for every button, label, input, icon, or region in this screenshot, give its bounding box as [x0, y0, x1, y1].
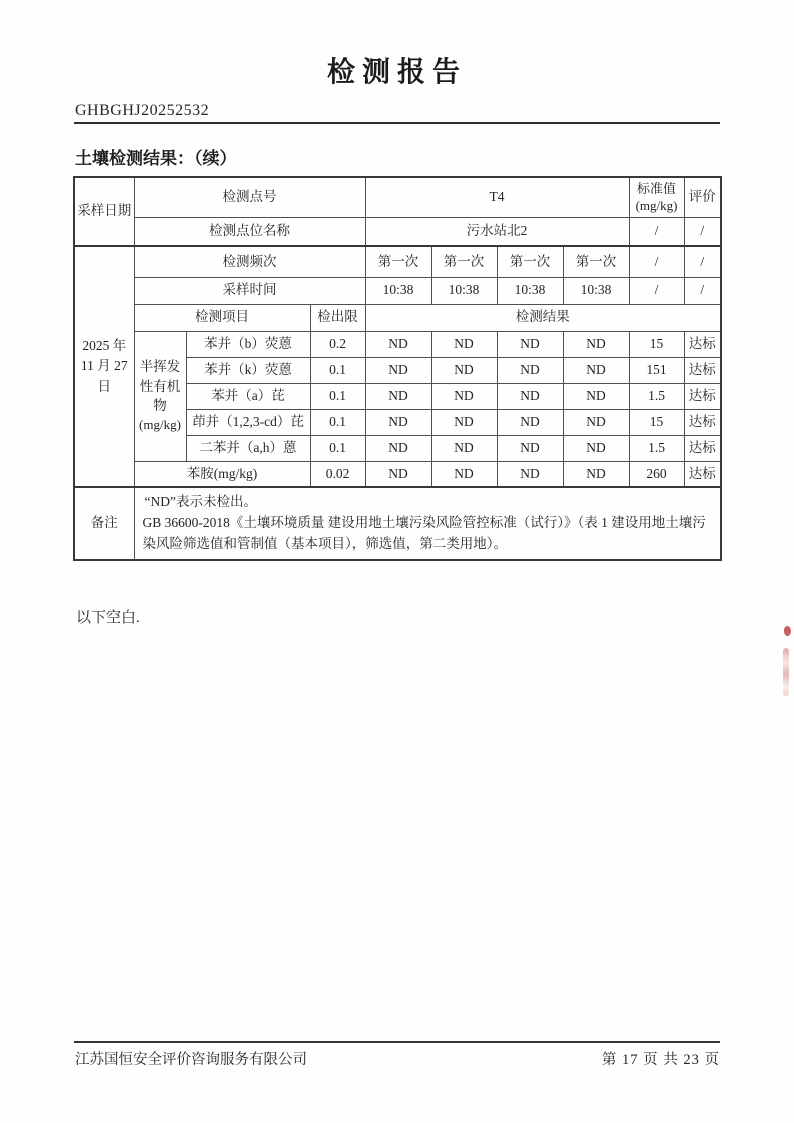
result-cell: ND — [563, 435, 629, 461]
detection-limit: 0.1 — [310, 435, 365, 461]
sample-date-line1: 2025 年 — [82, 338, 127, 354]
point-no-value: T4 — [365, 177, 629, 217]
evaluation-value: 达标 — [684, 331, 721, 357]
evaluation-value: 达标 — [684, 409, 721, 435]
evaluation-slash: / — [684, 217, 721, 246]
footer-divider — [74, 1041, 720, 1043]
result-cell: ND — [365, 357, 431, 383]
standard-slash: / — [629, 277, 684, 304]
result-cell: ND — [365, 383, 431, 409]
sample-date-line2: 11 月 27 日 — [80, 358, 128, 394]
sample-date-label: 采样日期 — [74, 177, 134, 246]
header-divider — [74, 122, 720, 124]
item-name: 苯并（k）荧蒽 — [186, 357, 310, 383]
red-stamp-artifact — [784, 626, 791, 636]
group-name: 半挥发性有机物 — [139, 359, 181, 414]
result-cell: ND — [365, 409, 431, 435]
detection-limit: 0.02 — [310, 461, 365, 487]
result-cell: ND — [497, 435, 563, 461]
sample-time-value: 10:38 — [431, 277, 497, 304]
frequency-label: 检测频次 — [134, 246, 365, 277]
section-title: 土壤检测结果：（续） — [75, 149, 237, 168]
detection-limit: 0.2 — [310, 331, 365, 357]
item-name: 苯并（a）芘 — [186, 383, 310, 409]
standard-value: 1.5 — [629, 383, 684, 409]
evaluation-slash: / — [684, 277, 721, 304]
result-cell: ND — [497, 383, 563, 409]
soil-results-table — [73, 176, 722, 561]
result-cell: ND — [563, 383, 629, 409]
evaluation-header: 评价 — [684, 177, 721, 217]
footer-company: 江苏国恒安全评价咨询服务有限公司 — [75, 1052, 307, 1068]
result-cell: ND — [563, 409, 629, 435]
result-cell: ND — [431, 331, 497, 357]
detection-limit: 0.1 — [310, 409, 365, 435]
group-label — [134, 331, 186, 461]
frequency-value: 第一次 — [497, 246, 563, 277]
standard-value: 15 — [629, 409, 684, 435]
page-title: 检测报告 — [326, 57, 467, 88]
sample-date-value — [74, 246, 134, 487]
result-cell: ND — [497, 461, 563, 487]
remark-line-2: GB 36600-2018《土壤环境质量 建设用地土壤污染风险管控标准（试行）》（表 1 建设用地土壤污染风险筛选值和管制值（基本项目），筛选值，第二类用地）。 — [142, 514, 706, 551]
sample-time-label: 采样时间 — [134, 277, 365, 304]
result-cell: ND — [365, 461, 431, 487]
result-cell: ND — [431, 435, 497, 461]
detection-limit: 0.1 — [310, 357, 365, 383]
frequency-value: 第一次 — [365, 246, 431, 277]
standard-header-line2: (mg/kg) — [635, 198, 678, 214]
result-cell: ND — [497, 409, 563, 435]
result-cell: ND — [431, 357, 497, 383]
point-name-value: 污水站北2 — [365, 217, 629, 246]
result-cell: ND — [365, 331, 431, 357]
result-cell: ND — [431, 383, 497, 409]
red-stamp-artifact — [783, 648, 789, 696]
detection-limit: 0.1 — [310, 383, 365, 409]
standard-value: 260 — [629, 461, 684, 487]
sample-time-value: 10:38 — [497, 277, 563, 304]
standard-value: 1.5 — [629, 435, 684, 461]
evaluation-value: 达标 — [684, 357, 721, 383]
remark-line-1: “ND”表示未检出。 — [144, 494, 257, 509]
frequency-value: 第一次 — [431, 246, 497, 277]
point-no-label: 检测点号 — [134, 177, 365, 217]
result-cell: ND — [563, 461, 629, 487]
detection-limit-header: 检出限 — [310, 304, 365, 331]
result-cell: ND — [563, 357, 629, 383]
standard-header — [629, 177, 684, 217]
sample-time-value: 10:38 — [365, 277, 431, 304]
result-cell: ND — [563, 331, 629, 357]
result-cell: ND — [497, 331, 563, 357]
item-name: 苯并（b）荧蒽 — [186, 331, 310, 357]
result-cell: ND — [431, 409, 497, 435]
item-header: 检测项目 — [134, 304, 310, 331]
evaluation-value: 达标 — [684, 461, 721, 487]
evaluation-value: 达标 — [684, 435, 721, 461]
group-unit: (mg/kg) — [139, 416, 181, 432]
standard-header-line1: 标准值 — [637, 180, 677, 196]
remark-label: 备注 — [74, 487, 134, 560]
evaluation-value: 达标 — [684, 383, 721, 409]
frequency-value: 第一次 — [563, 246, 629, 277]
item-name-aniline: 苯胺(mg/kg) — [134, 461, 310, 487]
report-number: GHBGHJ20252532 — [75, 102, 210, 119]
item-name: 二苯并（a,h）蒽 — [186, 435, 310, 461]
sample-time-value: 10:38 — [563, 277, 629, 304]
footer-page-number: 第 17 页 共 23 页 — [601, 1052, 720, 1068]
point-name-label: 检测点位名称 — [134, 217, 365, 246]
standard-slash: / — [629, 246, 684, 277]
evaluation-slash: / — [684, 246, 721, 277]
standard-value: 151 — [629, 357, 684, 383]
result-header: 检测结果 — [365, 304, 721, 331]
result-cell: ND — [365, 435, 431, 461]
remark-content — [134, 487, 721, 560]
blank-below-note: 以下空白. — [76, 610, 140, 626]
result-cell: ND — [431, 461, 497, 487]
standard-value: 15 — [629, 331, 684, 357]
standard-slash: / — [629, 217, 684, 246]
result-cell: ND — [497, 357, 563, 383]
item-name: 茚并（1,2,3-cd）芘 — [186, 409, 310, 435]
